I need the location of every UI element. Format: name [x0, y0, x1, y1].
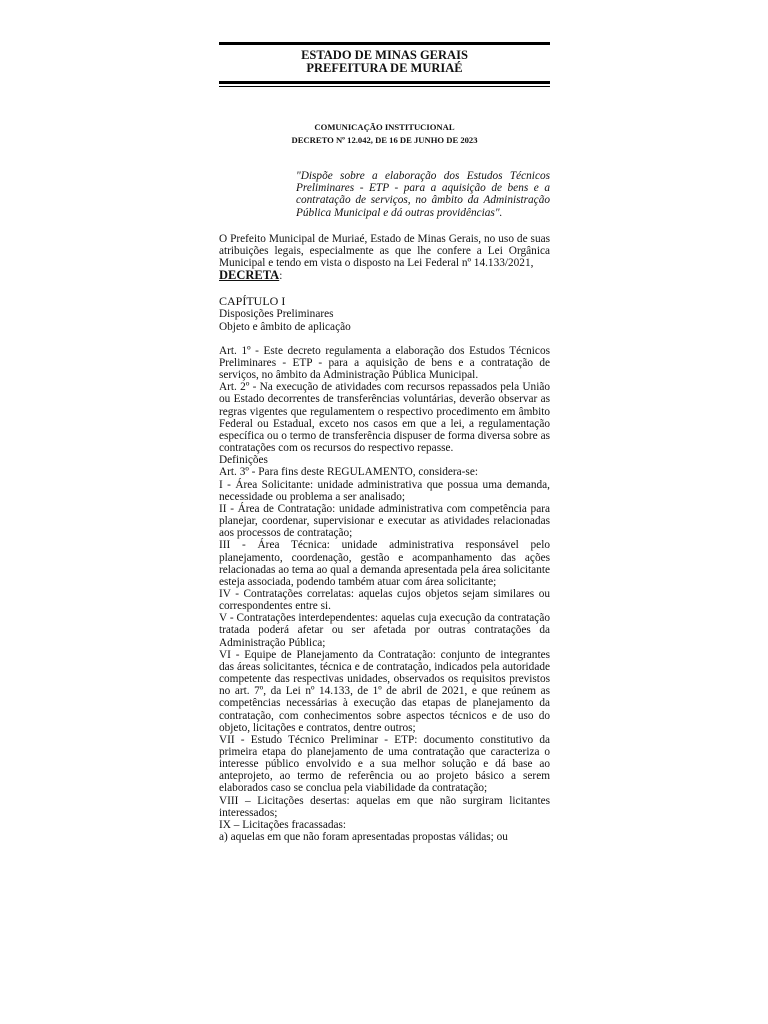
decree-number: DECRETO Nº 12.042, DE 16 DE JUNHO DE 2023	[291, 135, 478, 145]
paragraph: III - Área Técnica: unidade administrativa responsável pelo planejamento, coordenação, gestão e acompanhamento das ações relacionadas ao tema ao qual a demanda apresentada pela área solicitante esteja associada, podendo também atuar com área solicitante;	[219, 539, 550, 588]
chapter-block	[219, 295, 550, 332]
paragraph: VIII – Licitações desertas: aquelas em que não surgiram licitantes interessados;	[219, 794, 550, 819]
decreta-word: DECRETA	[219, 268, 280, 283]
chapter-title: CAPÍTULO I	[219, 294, 286, 309]
header-state: ESTADO DE MINAS GERAIS	[301, 48, 468, 62]
paragraph: I - Área Solicitante: unidade administrativa que possua uma demanda, necessidade ou problema a ser analisado;	[219, 478, 550, 503]
paragraph: VII - Estudo Técnico Preliminar - ETP: documento constitutivo da primeira etapa do planejamento de uma contratação que caracteriza o interesse público envolvido e a sua melhor solução e dá base ao anteprojeto, ao termo de referência ou ao projeto básico a serem elaborados caso se conclua pela viabilidade da contratação;	[219, 733, 550, 795]
decree-ementa: "Dispõe sobre a elaboração dos Estudos Técnicos Preliminares - ETP - para a aquisição de bens e a contratação de serviços, no âmbito da Administração Pública Municipal e dá outras providências".	[296, 170, 550, 219]
decree-body	[219, 233, 550, 843]
chapter-section: Objeto e âmbito de aplicação	[219, 320, 351, 333]
document-header	[219, 45, 550, 81]
decree-heading	[219, 121, 550, 147]
paragraph: II - Área de Contratação: unidade administrativa com competência para planejar, coordenar, supervisionar e executar as atividades relacionadas aos processos de contratação;	[219, 502, 550, 540]
paragraph: IV - Contratações correlatas: aquelas cujos objetos sejam similares ou correspondentes entre si.	[219, 587, 550, 613]
decreta-colon: :	[279, 270, 283, 283]
decreta-line	[219, 269, 550, 282]
paragraph: Art. 1º - Este decreto regulamenta a elaboração dos Estudos Técnicos Preliminares - ETP - para a aquisição de bens e a contratação de serviços, no âmbito da Administração Pública Municipal.	[219, 344, 550, 382]
paragraph: VI - Equipe de Planejamento da Contratação: conjunto de integrantes das áreas solicitantes, técnica e de contratação, indicados pela autoridade competente das respectivas unidades, observados os requisitos previstos no art. 7º, da Lei nº 14.133, de 1º de abril de 2021, e que reúnem as competências necessárias à execução das etapas de planejamento da contratação, com conhecimentos sobre aspectos técnicos e de uso do objeto, licitações e contratos, dentre outros;	[219, 648, 550, 734]
paragraph: IX – Licitações fracassadas:	[219, 818, 347, 831]
paragraph: a) aquelas em que não foram apresentadas propostas válidas; ou	[219, 831, 508, 844]
header-rule-bottom	[219, 81, 550, 84]
document-page	[219, 42, 550, 843]
header-city: PREFEITURA DE MURIAÉ	[306, 61, 463, 75]
section-heading: Definições	[219, 454, 268, 467]
preamble: O Prefeito Municipal de Muriaé, Estado de Minas Gerais, no uso de suas atribuições legais, especialmente as que lhe confere a Lei Orgânica Municipal e tendo em vista o disposto na Lei Federal nº 14.133/2021,	[219, 232, 550, 270]
chapter-subtitle: Disposições Preliminares	[219, 308, 334, 321]
communication-label: COMUNICAÇÃO INSTITUCIONAL	[314, 122, 455, 132]
paragraph: Art. 2º - Na execução de atividades com recursos repassados pela União ou Estado decorrentes de transferências voluntárias, deverão observar as regras vigentes que regulamentem o respectivo procedimento em âmbito Federal ou Estadual, exceto nos casos em que a lei, a regulamentação específica ou o termo de transferência dispuser de forma diversa sobre as contratações com os recursos do respectivo repasse.	[219, 381, 550, 455]
header-rule-bottom-thin	[219, 86, 550, 87]
paragraph: Art. 3º - Para fins deste REGULAMENTO, considera-se:	[219, 466, 478, 479]
paragraph: V - Contratações interdependentes: aquelas cuja execução da contratação tratada poderá afetar ou ser afetada por outras contratações da Administração Pública;	[219, 612, 550, 649]
